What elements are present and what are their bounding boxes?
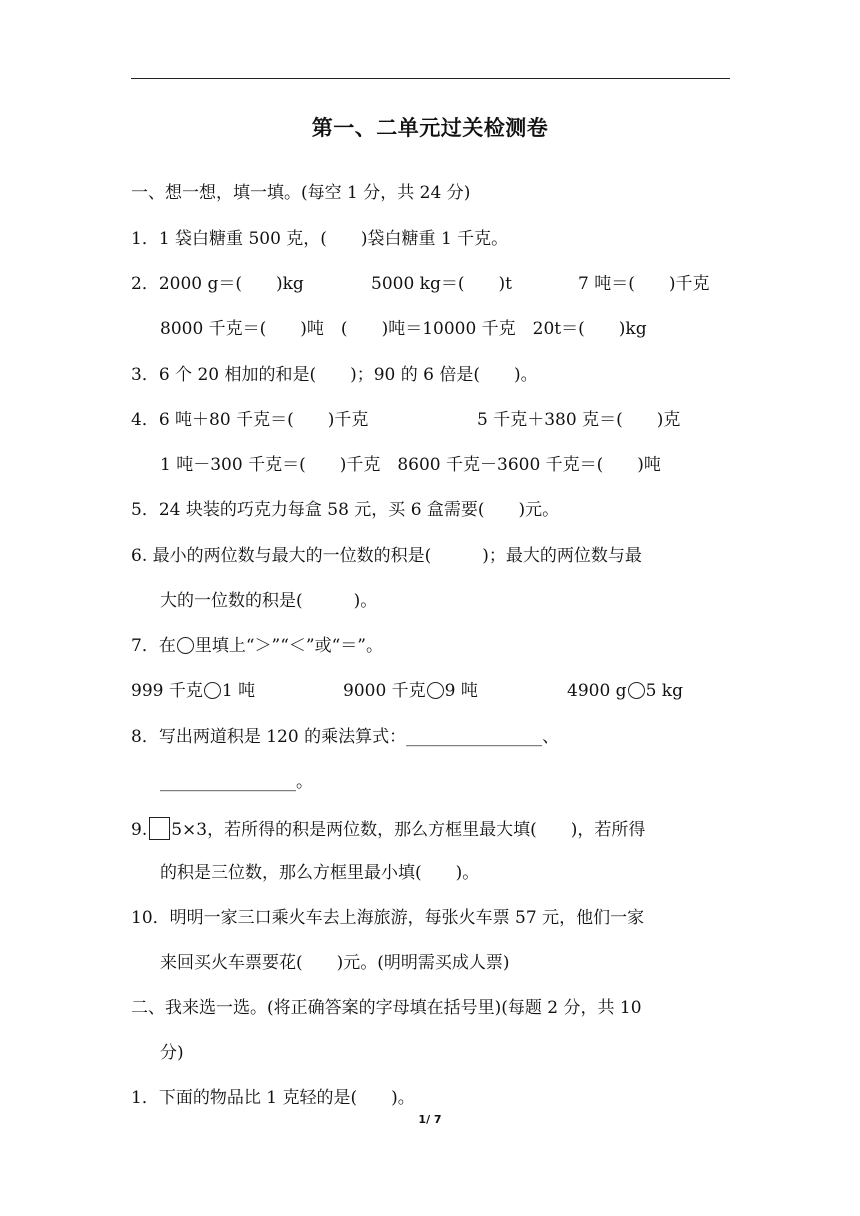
compare-c-right: 5 kg xyxy=(645,681,683,701)
question-10-line-1: 10．明明一家三口乘火车去上海旅游，每张火车票 57 元，他们一家 xyxy=(131,908,645,928)
header-rule xyxy=(131,78,730,79)
compare-a-left: 999 千克 xyxy=(131,681,203,701)
question-7-pre: 7．在 xyxy=(131,636,176,656)
section2-header-line-1: 二、我来选一选。(将正确答案的字母填在括号里)(每题 2 分，共 10 xyxy=(131,998,642,1018)
question-10-line-2: 来回买火车票要花( )元。(明明需买成人票) xyxy=(160,953,510,973)
answer-box-icon[interactable] xyxy=(149,817,170,840)
compare-item-b xyxy=(343,680,478,702)
compare-c-left: 4900 g xyxy=(567,681,627,701)
question-4-part-c: 1 吨－300 千克＝( )千克 8600 千克－3600 千克＝( )吨 xyxy=(160,455,661,475)
compare-a-right: 1 吨 xyxy=(221,681,256,701)
question-5: 5．24 块装的巧克力每盒 58 元，买 6 盒需要( )元。 xyxy=(131,500,560,520)
question-2-part-c: 7 吨＝( )千克 xyxy=(578,274,710,294)
question-7 xyxy=(131,635,383,657)
compare-b-left: 9000 千克 xyxy=(343,681,426,701)
question-2-part-a: 2．2000 g＝( )kg xyxy=(131,274,304,294)
question-9-line-2: 的积是三位数，那么方框里最小填( )。 xyxy=(160,863,480,883)
question-2-part-b: 5000 kg＝( )t xyxy=(371,274,512,294)
question-3: 3．6 个 20 相加的和是( )；90 的 6 倍是( )。 xyxy=(131,365,538,385)
compare-circle-icon[interactable] xyxy=(628,682,645,699)
compare-circle-icon[interactable] xyxy=(427,682,444,699)
question-6-line-2: 大的一位数的积是( )。 xyxy=(160,591,378,611)
compare-item-a xyxy=(131,680,255,702)
compare-item-c xyxy=(567,680,683,702)
question-8-line-2: ________________。 xyxy=(160,772,313,792)
section1-header: 一、想一想，填一填。(每空 1 分，共 24 分) xyxy=(131,183,471,203)
question-7-post: 里填上“＞”“＜”或“＝”。 xyxy=(194,636,383,656)
page-number: 1/ 7 xyxy=(418,1113,442,1126)
question-6-line-1: 6. 最小的两位数与最大的一位数的积是( )；最大的两位数与最 xyxy=(131,546,642,566)
question-4-part-b: 5 千克＋380 克＝( )克 xyxy=(477,410,681,430)
compare-b-right: 9 吨 xyxy=(444,681,478,701)
question-2-part-d: 8000 千克＝( )吨 ( )吨＝10000 千克 20t＝( )kg xyxy=(160,319,647,339)
question-4-part-a: 4．6 吨＋80 千克＝( )千克 xyxy=(131,410,369,430)
question-8-line-1: 8．写出两道积是 120 的乘法算式：________________、 xyxy=(131,727,560,747)
compare-circle-icon xyxy=(177,637,194,654)
section2-header-line-2: 分) xyxy=(160,1043,184,1063)
question-1: 1．1 袋白糖重 500 克，( )袋白糖重 1 千克。 xyxy=(131,229,509,249)
question-9-line-1 xyxy=(131,817,645,841)
section2-question-1: 1．下面的物品比 1 克轻的是( )。 xyxy=(131,1088,415,1108)
page-title: 第一、二单元过关检测卷 xyxy=(311,116,549,140)
question-9-number: 9. xyxy=(131,820,148,840)
compare-circle-icon[interactable] xyxy=(204,682,221,699)
question-9-text: 5×3，若所得的积是两位数，那么方框里最大填( )，若所得 xyxy=(171,820,646,840)
